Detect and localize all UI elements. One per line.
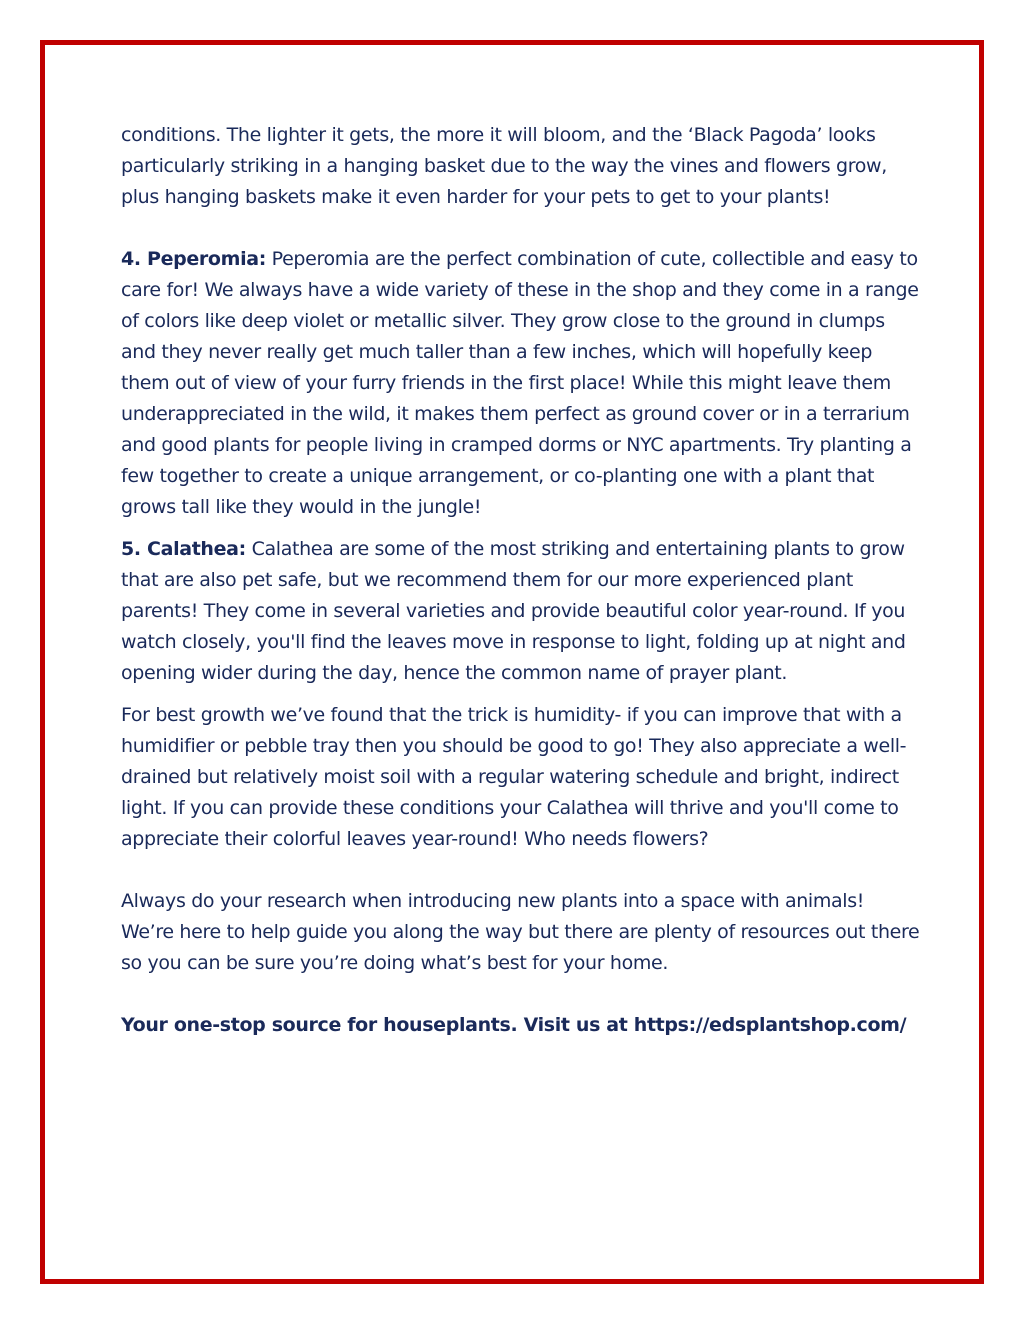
calathea-body: Calathea are some of the most striking and entertaining plants to grow that are also pet safe, but we recommend them for our more experienced plant parents! They come in several varieties and provide beautiful color year-round. If you watch closely, you'll find the leaves move in response to light, folding up at night and opening wider during the day, hence the common name of prayer plant.	[121, 538, 906, 684]
closing-line: Your one-stop source for houseplants. Visit us at https://edsplantshop.com/	[121, 1014, 907, 1036]
calathea-heading: 5. Calathea:	[121, 538, 246, 560]
document-body	[121, 120, 921, 1041]
calathea-section	[121, 534, 921, 689]
peperomia-heading: 4. Peperomia:	[121, 248, 266, 270]
paragraph-spacer	[121, 979, 921, 1010]
intro-paragraph: conditions. The lighter it gets, the more it will bloom, and the ‘Black Pagoda’ looks particularly striking in a hanging basket due to the way the vines and flowers grow, plus hanging baskets make it even harder for your pets to get to your plants!	[121, 124, 887, 208]
paragraph-spacer	[121, 523, 921, 534]
paragraph-spacer	[121, 213, 921, 244]
peperomia-body: Peperomia are the perfect combination of cute, collectible and easy to care for! We always have a wide variety of these in the shop and they come in a range of colors like deep violet or metallic silver. They grow close to the ground in clumps and they never really get much taller than a few inches, which will hopefully keep them out of view of your furry friends in the first place! While this might leave them underappreciated in the wild, it makes them perfect as ground cover or in a terrarium and good plants for people living in cramped dorms or NYC apartments. Try planting a few together to create a unique arrangement, or co-planting one with a plant that grows tall like they would in the jungle!	[121, 248, 919, 518]
peperomia-section	[121, 244, 921, 523]
paragraph-spacer	[121, 855, 921, 886]
calathea-care-paragraph: For best growth we’ve found that the trick is humidity- if you can improve that with a humidifier or pebble tray then you should be good to go! They also appreciate a well-drained but relatively moist soil with a regular watering schedule and bright, indirect light. If you can provide these conditions your Calathea will thrive and you'll come to appreciate their colorful leaves year-round! Who needs flowers?	[121, 704, 907, 850]
research-paragraph: Always do your research when introducing new plants into a space with animals! We’re here to help guide you along the way but there are plenty of resources out there so you can be sure you’re doing what’s best for your home.	[121, 890, 920, 974]
paragraph-spacer	[121, 689, 921, 700]
